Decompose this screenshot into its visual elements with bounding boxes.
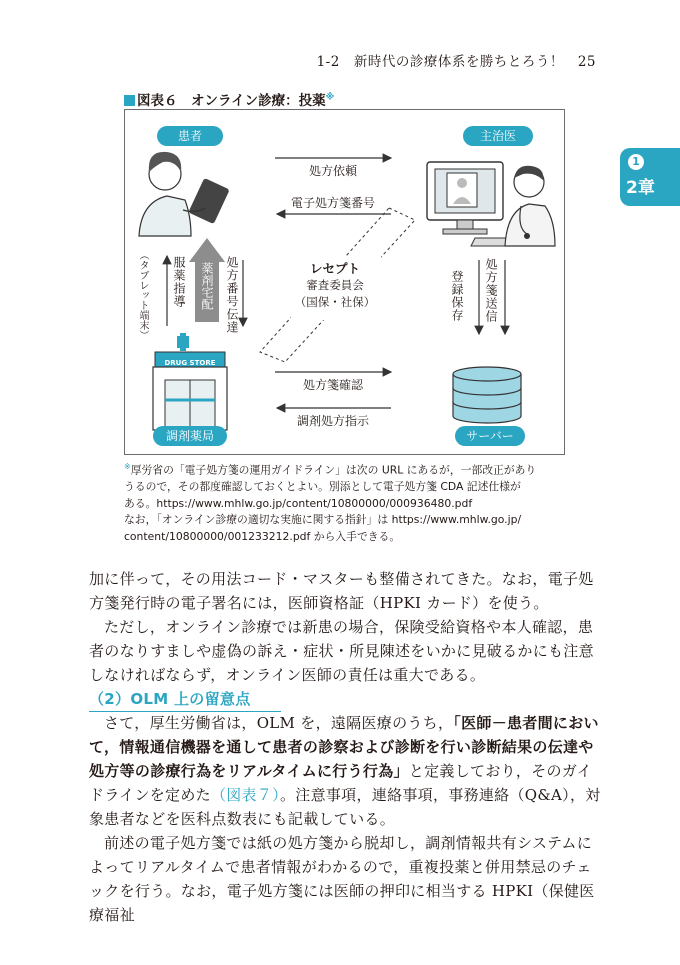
label-dispensing-instruction: 調剤処方指示: [296, 414, 369, 428]
label-tablet-terminal: （タブレット端末）: [137, 250, 148, 340]
figure-title-mark: ※: [325, 92, 335, 103]
figure-title: [124, 89, 334, 109]
title-square-icon: [124, 95, 135, 106]
chapter-number: 1: [628, 154, 644, 170]
section-heading: （2）OLM 上の留意点: [89, 688, 281, 713]
label-medication-guidance: 服薬指導: [172, 256, 186, 308]
label-prescription-send: 処方箋送信: [484, 258, 498, 323]
paragraph-3-bold: 「医師－患者間において，情報通信機器を通して患者の診察および診断を行い診断結果の伝達や処方等の診療行為をリアルタイムに行う行為」: [89, 714, 599, 781]
paragraph-3: [89, 712, 601, 832]
patient-node-label: 患者: [157, 126, 223, 146]
paragraph-3-b: と定義しており，そのガイドラインを定めた: [89, 762, 592, 805]
server-illustration: [453, 367, 521, 423]
drug-store-sign: DRUG STORE: [164, 359, 216, 367]
patient-illustration: [139, 152, 230, 236]
label-prescription-request: 処方依頼: [308, 164, 357, 178]
label-drug-delivery: 薬剤宅配: [200, 262, 214, 310]
paragraph-2: ただし，オンライン診療では新患の場合，保険受給資格や本人確認，患者のなりすましや虚偽の訴え・症状・所見陳述をいかに見破るかにも注意しなければならず，オンライン医師の責任は重大である。: [89, 617, 594, 684]
figure-7-reference[interactable]: （図表７）: [210, 786, 280, 805]
doctor-node-label: 主治医: [463, 126, 533, 146]
footnote-line-1: [124, 459, 564, 479]
footnote-mark: ※: [124, 462, 131, 471]
center-line2: 審査委員会: [306, 278, 364, 292]
label-registration-storage: 登録保存: [450, 270, 464, 322]
paragraph-3-a: さて，厚生労働省は，OLM を，遠隔医療のうち，: [104, 714, 454, 733]
footnote-line-1-text: 厚労省の「電子処方箋の運用ガイドライン」は次の URL にあるが，一部改正があり: [130, 463, 537, 477]
doctor-illustration: [427, 162, 555, 246]
center-line1: レセプト: [309, 261, 360, 276]
paragraph-4: 前述の電子処方箋では紙の処方箋から脱却し，調剤情報共有システムによってリアルタイムで患者情報がわかるので，重複投薬と併用禁忌のチェックを行う。なお，電子処方箋には医師の押印に相当する HPKI（保健医療福祉: [89, 833, 595, 924]
running-header: 1-2 新時代の診療体系を勝ちとろう！ 25: [316, 54, 596, 70]
label-prescription-number-transfer: 処方番号伝達: [225, 256, 239, 334]
label-prescription-confirm: 処方箋確認: [302, 378, 363, 392]
paragraph-1: 加に伴って，その用法コード・マスターも整備されてきた。なお，電子処方箋発行時の電子署名には，医師資格証（HPKI カード）を使う。: [89, 570, 594, 612]
body-text: [89, 568, 601, 928]
server-node-label: サーバー: [455, 426, 525, 446]
figure-footnote: [124, 459, 564, 545]
footnote-line-4: なお，「オンライン診療の適切な実施に関する指針」は https://www.mhlw.go.jp/: [124, 513, 522, 527]
figure-title-text: 図表６ オンライン診療：投薬: [137, 93, 326, 109]
pharmacy-illustration: [153, 333, 227, 430]
footnote-line-5: content/10800000/001233212.pdf から入手できる。: [124, 529, 401, 543]
label-e-prescription-number: 電子処方箋番号: [290, 196, 375, 210]
footnote-line-3: ある。https://www.mhlw.go.jp/content/10800000/000936480.pdf: [124, 496, 473, 510]
footnote-line-2: うるので，その都度確認しておくとよい。別添として電子処方箋 CDA 記述仕様が: [124, 480, 521, 494]
chapter-tab[interactable]: [620, 148, 680, 206]
pharmacy-node-label: 調剤薬局: [153, 426, 227, 446]
receipt-committee-box: [285, 260, 385, 311]
paragraph-3-c: 。注意事項，連絡事項，事務連絡（Q&A），対象患者などを医科点数表にも記載している。: [89, 786, 601, 829]
figure-diagram: [124, 109, 565, 455]
chapter-label: 2章: [626, 178, 655, 198]
center-line3: （国保・社保）: [294, 295, 376, 309]
